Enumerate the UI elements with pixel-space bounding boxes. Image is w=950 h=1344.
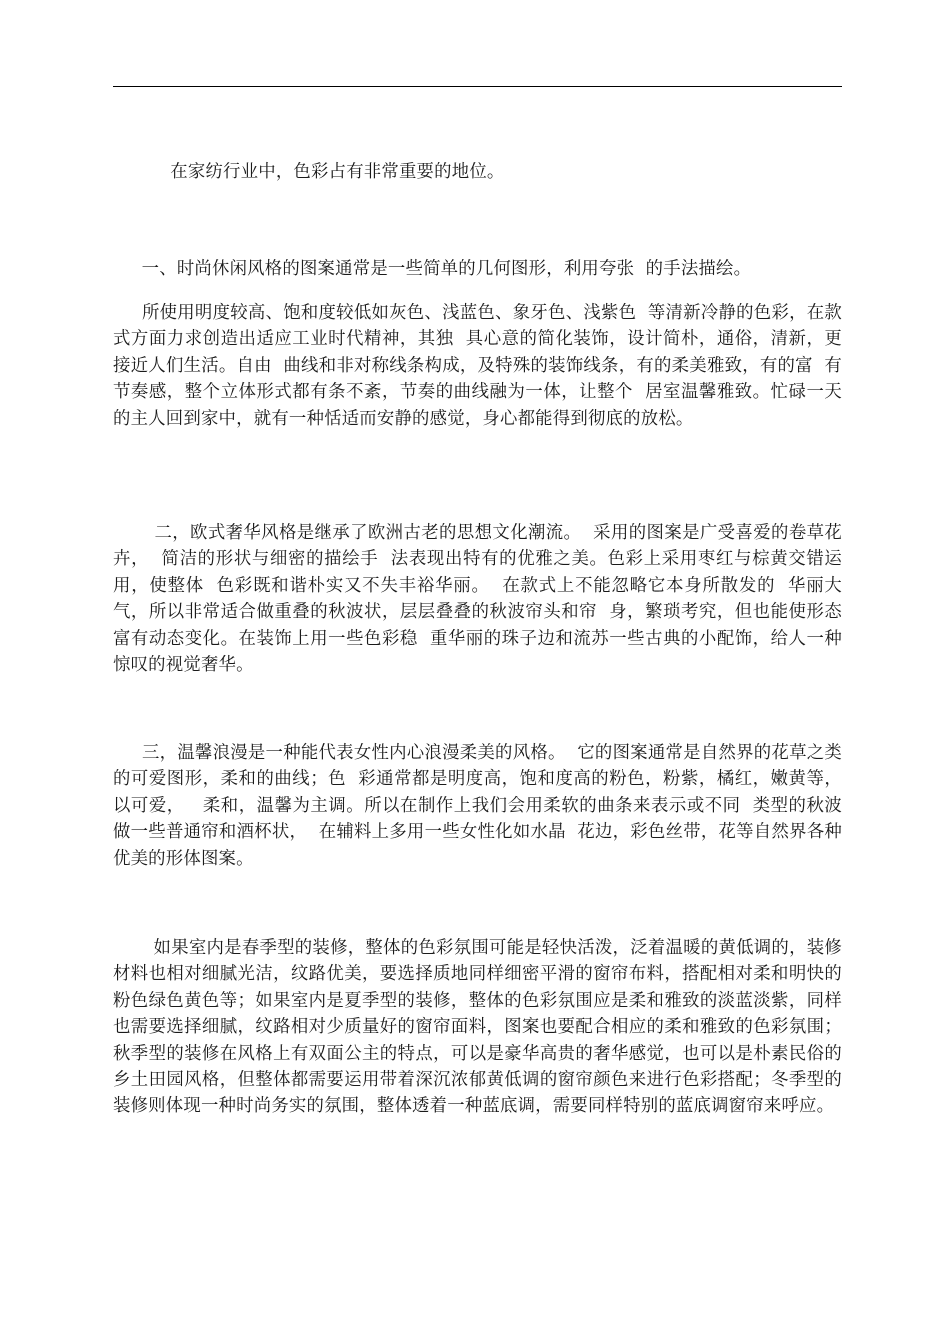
section-1-body-paragraph: 所使用明度较高、饱和度较低如灰色、浅蓝色、象牙色、浅紫色 等清新冷静的色彩，在款式方面力求创造出适应工业时代精神，其独 具心意的简化装饰，设计简朴，通俗，清新，更接近人们生活。自由 曲线和非对称线条构成，及特殊的装饰线条，有的柔美雅致，有的富 有节奏感，整个立体形式都有条不紊，节奏的曲线融为一体，让整个 居室温馨雅致。忙碌一天的主人回到家中，就有一种恬适而安静的感觉，身心都能得到彻底的放松。 (113, 303, 843, 429)
header-rule (113, 86, 842, 87)
section-3-paragraph: 三，温馨浪漫是一种能代表女性内心浪漫柔美的风格。 它的图案通常是自然界的花草之类的可爱图形，柔和的曲线；色 彩通常都是明度高，饱和度高的粉色，粉紫，橘红，嫩黄等，以可爱， 柔和，温馨为主调。所以在制作上我们会用柔软的曲条来表示或不同 类型的秋波做一些普通帘和酒杯状， 在辅料上多用一些女性化如水晶 花边，彩色丝带，花等自然界各种优美的形体图案。 (113, 743, 843, 869)
intro-paragraph: 在家纺行业中，色彩占有非常重要的地位。 (113, 162, 505, 182)
seasonal-paragraph: 如果室内是春季型的装修，整体的色彩氛围可能是轻快活泼，泛着温暖的黄低调的，装修材料也相对细腻光洁，纹路优美，要选择质地同样细密平滑的窗帘布料，搭配相对柔和明快的粉色绿色黄色等；如果室内是夏季型的装修，整体的色彩氛围应是柔和雅致的淡蓝淡紫，同样也需要选择细腻，纹路相对少质量好的窗帘面料，图案也要配合相应的柔和雅致的色彩氛围；秋季型的装修在风格上有双面公主的特点，可以是豪华高贵的奢华感觉，也可以是朴素民俗的乡土田园风格，但整体都需要运用带着深沉浓郁黄低调的窗帘颜色来进行色彩搭配；冬季型的装修则体现一种时尚务实的氛围，整体透着一种蓝底调，需要同样特别的蓝底调窗帘来呼应。 (113, 938, 842, 1117)
section-2-paragraph: 二，欧式奢华风格是继承了欧洲古老的思想文化潮流。 采用的图案是广受喜爱的卷草花卉， 简洁的形状与细密的描绘手 法表现出特有的优雅之美。色彩上采用枣红与棕黄交错运用，使整体 色彩既和谐朴实又不失丰裕华丽。 在款式上不能忽略它本身所散发的 华丽大气，所以非常适合做重叠的秋波状，层层叠叠的秋波帘头和帘 身，繁琐考究，但也能使形态富有动态变化。在装饰上用一些色彩稳 重华丽的珠子边和流苏一些古典的小配饰，给人一种惊叹的视觉奢华。 (113, 523, 842, 676)
section-1-heading-paragraph: 一、时尚休闲风格的图案通常是一些简单的几何图形，利用夸张 的手法描绘。 (113, 259, 752, 279)
